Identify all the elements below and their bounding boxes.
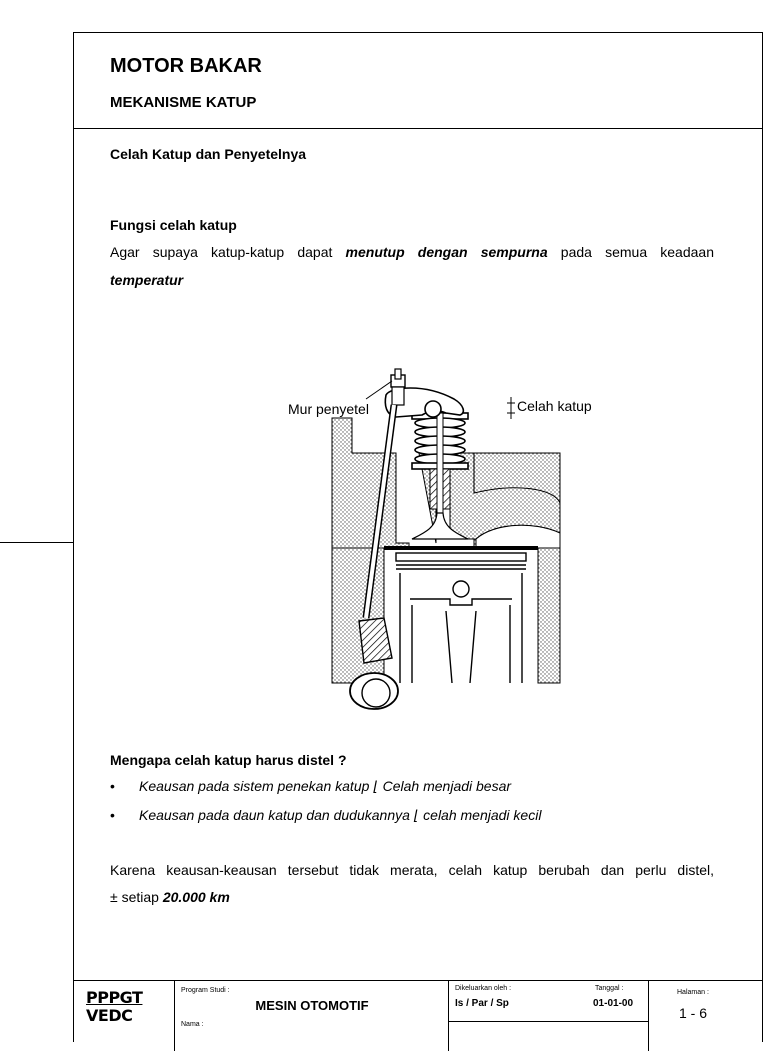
bullet-text: Keausan pada daun katup dan dudukannya [139,807,414,823]
page-title: MOTOR BAKAR [110,55,262,77]
footer-page-cell [649,981,762,1051]
head-left [332,418,409,548]
mengapa-heading: Mengapa celah katup harus distel ? [110,752,347,768]
bullet-symbol: ⌊ [413,807,420,823]
tappet [359,618,392,663]
bullet-text-end: Celah menjadi besar [378,778,512,794]
fungsi-heading: Fungsi celah katup [110,217,237,233]
page-footer [74,980,762,1050]
page-number: 1 - 6 [679,1005,708,1021]
conclusion-line-1: Karena keausan-keausan tersebut tidak merata, celah katup berubah dan perlu distel, [110,862,714,878]
bullet-symbol: ⌊ [373,778,379,794]
program-value: MESIN OTOMOTIF [255,998,369,1013]
logo-line-2: VEDC [86,1006,133,1025]
section-heading: Celah Katup dan Penyetelnya [110,146,307,162]
fungsi-text-post: pada semua keadaan [547,244,714,260]
issued-value: Is / Par / Sp [455,998,509,1009]
document-page [73,32,763,1042]
footer-program-cell [175,981,449,1051]
conclusion-line-2 [110,883,714,911]
gap-marker [507,397,515,419]
bullet-text-end: celah menjadi kecil [419,807,542,823]
date-label: Tanggal : [595,985,624,992]
program-label: Program Studi : [181,987,230,994]
conclusion-text: ± setiap [110,889,163,905]
fungsi-line-2 [110,266,714,294]
date-value: 01-01-00 [593,998,634,1009]
institution-logo [86,989,142,1025]
piston [396,553,526,683]
fungsi-text-pre: Agar supaya katup-katup dapat [110,244,346,260]
page-label: Halaman : [677,989,709,996]
rocker-shaft [425,401,441,417]
page-header [74,33,762,129]
fungsi-line-1 [110,238,714,266]
conclusion-emphasis: 20.000 km [162,889,230,905]
label-mur-penyetel: Mur penyetel [288,401,369,417]
name-label: Nama : [181,1021,204,1028]
footer-issued-cell [449,981,649,1051]
logo-line-1: PPPGT [86,988,143,1007]
fungsi-emphasis-2: temperatur [110,272,184,288]
page-subtitle: MEKANISME KATUP [110,94,257,111]
issued-label: Dikeluarkan oleh : [455,985,512,992]
valve-stem [437,413,443,523]
bullet-icon: • [110,807,115,823]
valve-mechanism-diagram [214,343,592,673]
margin-rule [0,542,74,543]
label-celah-katup: Celah katup [517,398,592,414]
bullet-icon: • [110,778,115,794]
fungsi-emphasis: menutup dengan sempurna [345,244,548,260]
bullet-text: Keausan pada sistem penekan katup [139,778,374,794]
footer-logo-cell [74,981,175,1051]
